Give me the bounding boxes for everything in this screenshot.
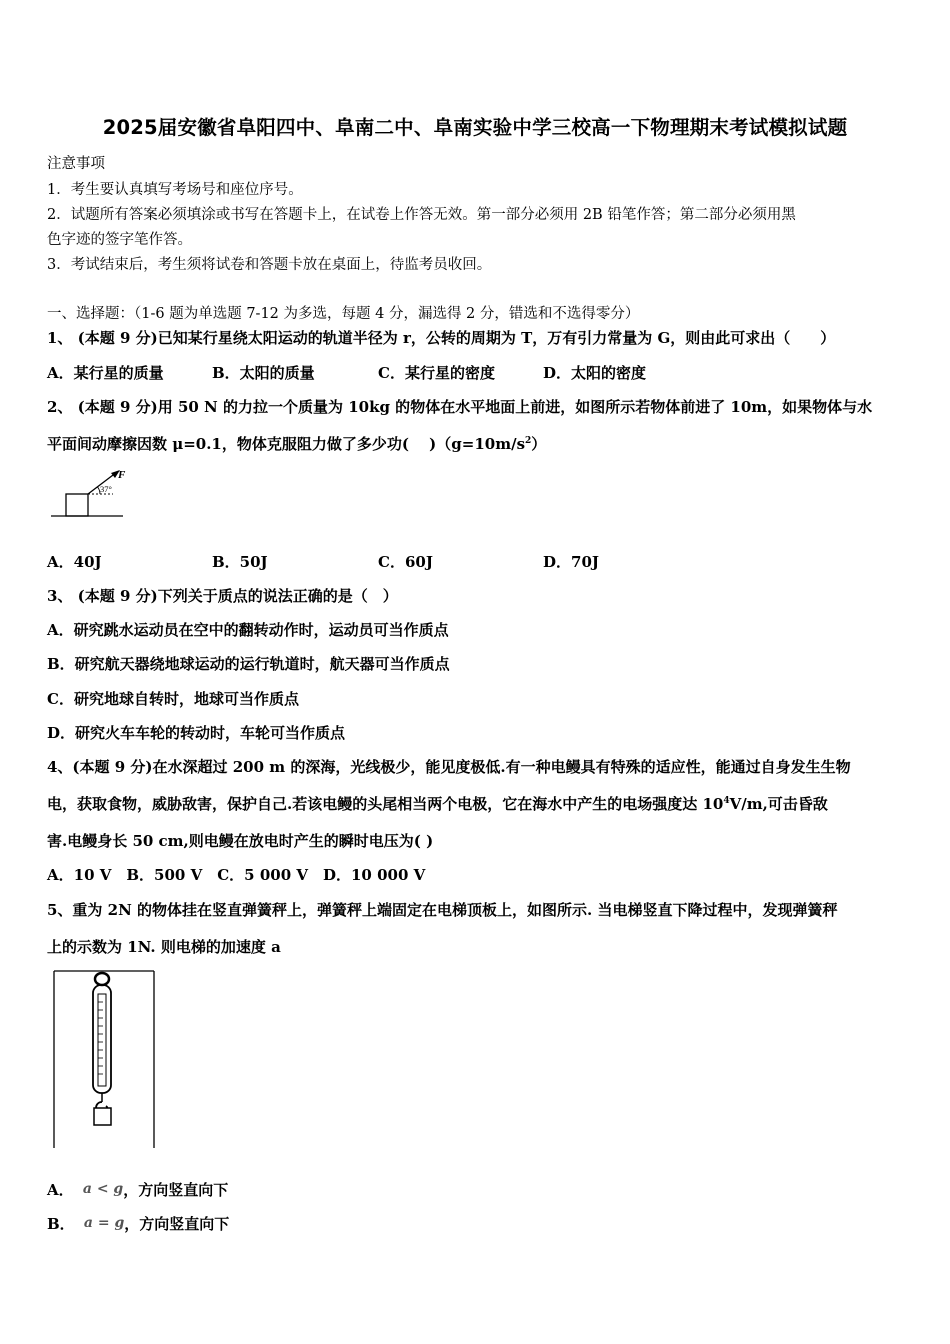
q4-line2-a: 电，获取食物，威胁敌害，保护自己.若该电鳗的头尾相当两个电极，它在海水中产生的电场强度达 10 bbox=[47, 795, 724, 813]
angle-label: 37° bbox=[100, 484, 112, 494]
q3-option-a: A．研究跳水运动员在空中的翻转动作时，运动员可当作质点 bbox=[47, 621, 449, 639]
scale-slot bbox=[98, 994, 106, 1086]
q5-option-a-math: a < g bbox=[82, 1181, 124, 1197]
q4-line1: 4、(本题 9 分)在水深超过 200 m 的深海，光线极少，能见度极低.有一种电鳗具有特殊的适应性，能通过自身发生生物 bbox=[47, 758, 851, 776]
q1-stem: 1、 (本题 9 分)已知某行星绕太阳运动的轨道半径为 r，公转的周期为 T，万有引力常量为 G，则由此可求出（ ） bbox=[47, 329, 836, 347]
q2-line2-sup: 2 bbox=[525, 436, 532, 446]
notice-heading: 注意事项 bbox=[47, 156, 105, 172]
q3-option-c: C．研究地球自转时，地球可当作质点 bbox=[47, 690, 299, 708]
q3-stem: 3、 (本题 9 分)下列关于质点的说法正确的是（ ） bbox=[47, 587, 398, 605]
q2-option-b: B．50J bbox=[212, 553, 268, 571]
q2-line2 bbox=[47, 433, 546, 454]
q2-line1: 2、 (本题 9 分)用 50 N 的力拉一个质量为 10kg 的物体在水平地面上前进，如图所示若物体前进了 10m，如果物体与水 bbox=[47, 398, 873, 416]
force-label: F bbox=[118, 469, 126, 481]
q3-option-b: B．研究航天器绕地球运动的运行轨道时，航天器可当作质点 bbox=[47, 655, 450, 673]
q5-line2: 上的示数为 1N. 则电梯的加速度 a bbox=[47, 938, 281, 956]
q2-option-a: A．40J bbox=[47, 553, 102, 571]
page-title: 2025届安徽省阜阳四中、阜南二中、阜南实验中学三校高一下物理期末考试模拟试题 bbox=[102, 116, 848, 139]
q2-line2-main: 平面间动摩擦因数 μ=0.1，物体克服阻力做了多少功( )（g=10m/s bbox=[47, 435, 526, 453]
q5-option-b-math: a = g bbox=[83, 1215, 125, 1231]
q5-option-a bbox=[47, 1179, 228, 1200]
scale-ring bbox=[95, 973, 109, 985]
notice-item-2: 2．试题所有答案必须填涂或书写在答题卡上，在试卷上作答无效。第一部分必须用 2B 铅笔作答；第二部分必须用黑 bbox=[47, 207, 796, 223]
q4-line2-sup: 4 bbox=[723, 796, 730, 806]
q2-option-c: C．60J bbox=[378, 553, 433, 571]
q5-option-a-text: ，方向竖直向下 bbox=[123, 1181, 229, 1199]
q5-option-b-label: B． bbox=[47, 1215, 75, 1233]
q1-option-d: D．太阳的密度 bbox=[543, 364, 647, 382]
q5-figure-spring-scale bbox=[52, 968, 158, 1152]
notice-item-3: 3．考试结束后，考生须将试卷和答题卡放在桌面上，待监考员收回。 bbox=[47, 257, 492, 273]
q4-options: A．10 V B．500 V C．5 000 V D．10 000 V bbox=[47, 866, 426, 884]
q2-line2-end: ） bbox=[531, 435, 547, 453]
q1-option-b: B．太阳的质量 bbox=[212, 364, 315, 382]
hanging-weight bbox=[94, 1108, 111, 1125]
section-heading: 一、选择题：（1-6 题为单选题 7-12 为多选，每题 4 分，漏选得 2 分，错选和不选得零分） bbox=[47, 306, 640, 322]
q5-option-b-text: ，方向竖直向下 bbox=[124, 1215, 230, 1233]
scale-ticks bbox=[98, 1002, 103, 1074]
q5-option-b bbox=[47, 1213, 229, 1234]
q4-line3: 害.电鳗身长 50 cm,则电鳗在放电时产生的瞬时电压为( ) bbox=[47, 832, 434, 850]
q2-figure-block-force bbox=[45, 462, 135, 524]
q3-option-d: D．研究火车车轮的转动时，车轮可当作质点 bbox=[47, 724, 346, 742]
q4-line2-b: V/m,可击昏敌 bbox=[729, 795, 828, 813]
q1-option-c: C．某行星的密度 bbox=[378, 364, 495, 382]
notice-item-2-cont: 色字迹的签字笔作答。 bbox=[47, 232, 192, 248]
q4-line2 bbox=[47, 793, 828, 814]
notice-item-1: 1．考生要认真填写考场号和座位序号。 bbox=[47, 182, 303, 198]
q2-option-d: D．70J bbox=[543, 553, 599, 571]
block-rect bbox=[66, 494, 88, 516]
q5-option-a-label: A． bbox=[47, 1181, 74, 1199]
q5-line1: 5、重为 2N 的物体挂在竖直弹簧秤上，弹簧秤上端固定在电梯顶板上，如图所示. 当电梯竖直下降过程中，发现弹簧秤 bbox=[47, 901, 838, 919]
q1-option-a: A．某行星的质量 bbox=[47, 364, 164, 382]
scale-body bbox=[93, 985, 111, 1093]
